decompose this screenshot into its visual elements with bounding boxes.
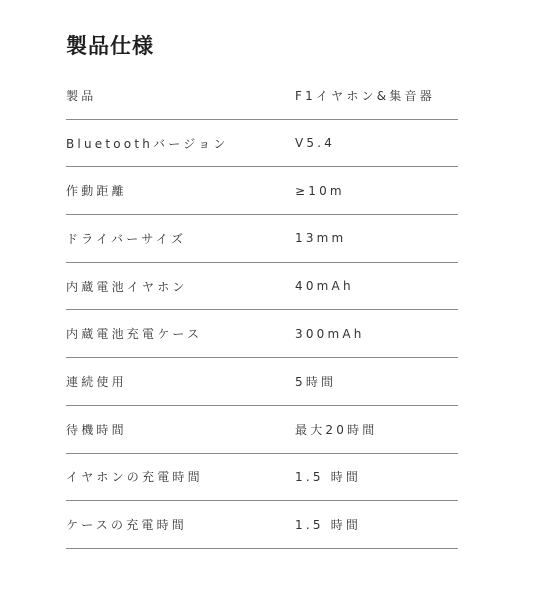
spec-value: V5.4 (295, 136, 336, 151)
spec-value: 1.5 時間 (295, 470, 362, 485)
spec-row (66, 406, 458, 454)
page-title: 製品仕様 (66, 34, 154, 58)
spec-value: 5時間 (295, 374, 337, 389)
spec-row (66, 454, 458, 502)
spec-value: 40mAh (295, 279, 354, 294)
spec-value: 最大20時間 (295, 422, 378, 437)
spec-row (66, 120, 458, 168)
spec-row (66, 310, 458, 358)
spec-value: 13mm (295, 231, 347, 246)
spec-value: ≥10m (295, 183, 345, 198)
spec-label: 製品 (66, 88, 97, 103)
spec-label: ケースの充電時間 (66, 518, 188, 533)
spec-label: 連続使用 (66, 374, 127, 389)
spec-label: 作動距離 (66, 184, 127, 199)
spec-value: 300mAh (295, 326, 365, 341)
spec-value: F1イヤホン&集音器 (295, 88, 435, 103)
spec-label: 内蔵電池充電ケース (66, 327, 203, 342)
spec-table (66, 72, 458, 549)
spec-label: 内蔵電池イヤホン (66, 279, 188, 294)
spec-label: 待機時間 (66, 422, 127, 437)
spec-row (66, 358, 458, 406)
spec-value: 1.5 時間 (295, 518, 362, 533)
spec-label: Bluetoothバージョン (66, 136, 229, 151)
spec-row (66, 72, 458, 120)
spec-label: イヤホンの充電時間 (66, 470, 203, 485)
spec-row (66, 263, 458, 311)
spec-row (66, 215, 458, 263)
spec-row (66, 167, 458, 215)
spec-row (66, 501, 458, 549)
spec-label: ドライバーサイズ (66, 231, 187, 246)
